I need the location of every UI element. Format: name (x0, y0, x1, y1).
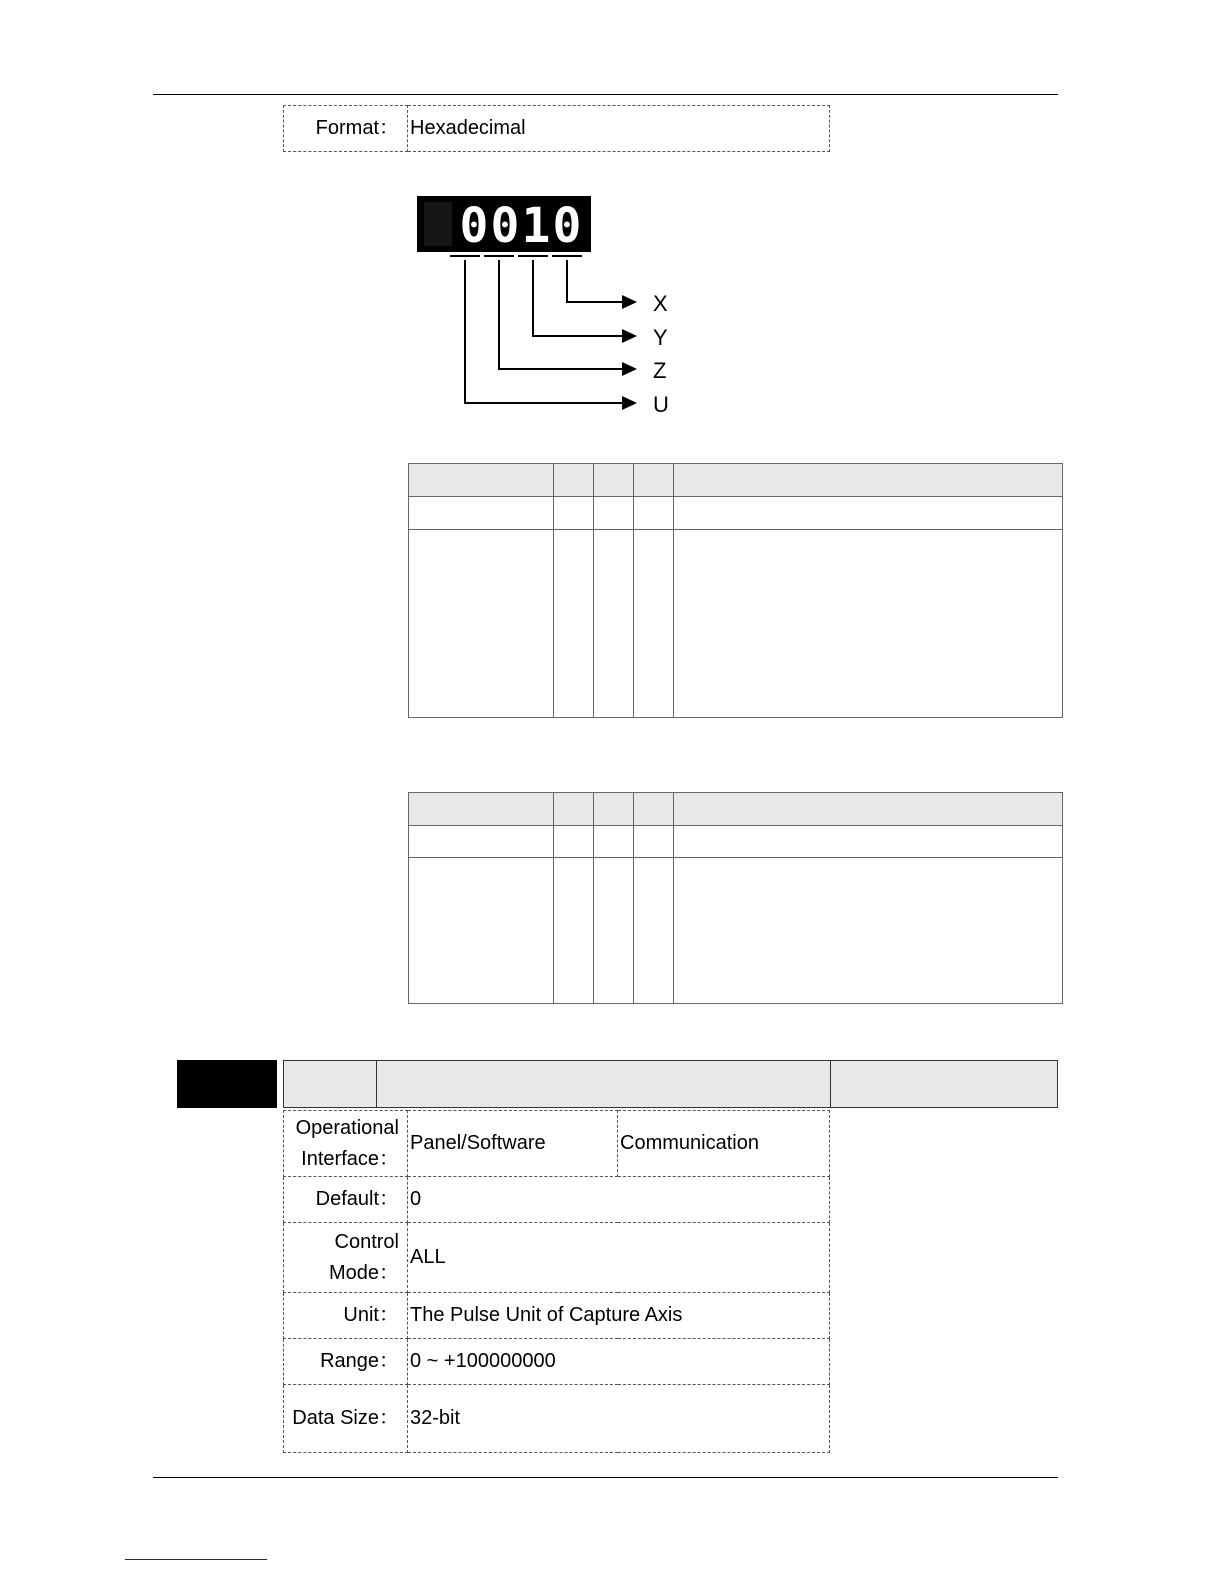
unit-label: Unit： (284, 1293, 408, 1339)
label-z: Z (653, 358, 667, 383)
digit-3: 1 (521, 198, 551, 254)
arrowhead-u (622, 396, 637, 410)
data-size-value: 32-bit (408, 1385, 830, 1453)
arrowhead-x (622, 295, 637, 309)
footer-link-underline[interactable] (125, 1559, 267, 1560)
display-diagram (410, 190, 680, 420)
setting-table-1 (408, 463, 1063, 718)
arrowhead-z (622, 362, 637, 376)
label-y: Y (653, 325, 668, 350)
arrow-z (499, 260, 628, 369)
arrowhead-y (622, 329, 637, 343)
parameter-table (283, 1110, 830, 1453)
interface-communication: Communication (618, 1111, 830, 1177)
unit-value: The Pulse Unit of Capture Axis (408, 1293, 830, 1339)
label-x: X (653, 291, 668, 316)
footer-rule (153, 1477, 1058, 1478)
arrow-u (465, 260, 628, 403)
digit-1: 0 (459, 198, 489, 254)
digit-2: 0 (490, 198, 520, 254)
interface-panel: Panel/Software (408, 1111, 618, 1177)
format-label: Format： (284, 106, 408, 152)
display-blank-cell (424, 202, 452, 246)
data-size-label: Data Size： (284, 1385, 408, 1453)
control-mode-value: ALL (408, 1223, 830, 1293)
digit-4: 0 (552, 198, 582, 254)
range-value: 0 ~ +100000000 (408, 1339, 830, 1385)
default-label: Default： (284, 1177, 408, 1223)
default-value: 0 (408, 1177, 830, 1223)
setting-table-2 (408, 792, 1063, 1004)
format-value: Hexadecimal (408, 106, 830, 152)
arrow-y (533, 260, 628, 336)
parameter-code-box (177, 1060, 277, 1108)
label-u: U (653, 392, 669, 417)
parameter-header (283, 1060, 1058, 1108)
arrow-x (567, 260, 628, 302)
control-mode-label: Control Mode： (284, 1223, 408, 1293)
header-rule (153, 94, 1058, 95)
interface-label: Operational Interface： (284, 1111, 408, 1177)
range-label: Range： (284, 1339, 408, 1385)
format-table (283, 105, 830, 152)
